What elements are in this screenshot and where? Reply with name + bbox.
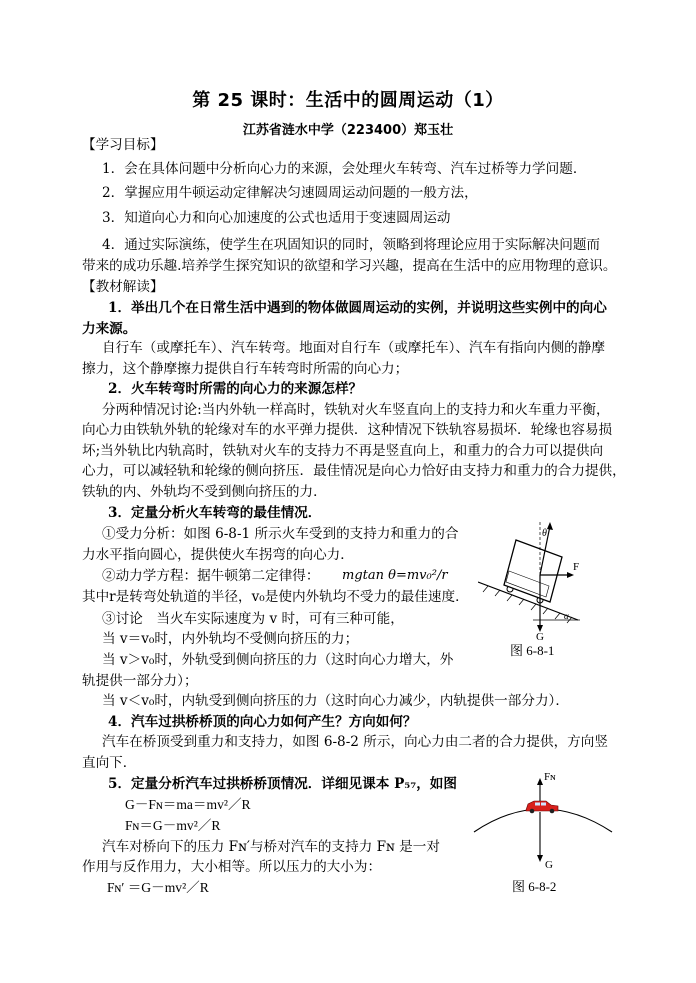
train-body [504, 540, 562, 602]
answer-5-l2: 作用与反作用力，大小相等。所以压力的大小为： [82, 859, 382, 875]
page-title: 第 25 课时：生活中的圆周运动（1） [192, 90, 504, 111]
force-analysis: ①受力分析：如图 6-8-1 所示火车受到的支持力和重力的合 [102, 526, 459, 542]
objective-2: 2．掌握应用牛顿运动定律解决匀速圆周运动问题的一般方法， [102, 185, 478, 201]
answer-5-l1: 汽车对桥向下的压力 Fɴ′与桥对汽车的支持力 Fɴ 是一对 [102, 839, 440, 855]
arch-bridge [474, 809, 612, 832]
gravity-label: G [545, 859, 553, 871]
author-line: 江苏省涟水中学（223400）郑玉壮 [242, 123, 454, 138]
figure-6-8-2-caption: 图 6-8-2 [512, 879, 557, 894]
answer-2-l5: 铁轨的内、外轨均不受到侧向挤压的力． [82, 484, 327, 500]
formula-mgtan: mgtan θ=mv₀²/r [342, 568, 448, 583]
answer-2-l4: 心力，可以减轻轨和轮缘的侧向挤压．最佳情况是向心力恰好由支持力和重力的合力提供， [82, 463, 626, 479]
force-label: F [573, 561, 580, 573]
answer-1: 自行车（或摩托车）、汽车转弯。地面对自行车（或摩托车）、汽车有指向内侧的静摩 [102, 340, 605, 356]
figure-6-8-1-caption: 图 6-8-1 [510, 643, 555, 658]
car-icon [526, 801, 558, 813]
figure-6-8-1 [478, 520, 588, 640]
formula-bridge-1: G－Fɴ＝ma＝mv²／R [125, 797, 251, 812]
section-textbook: 【教材解读】 [82, 279, 164, 295]
answer-2-l3: 坏;当外轨比内轨高时，铁轨对火车的支持力不再是竖直向上，和重力的合力可以提供向 [82, 443, 604, 459]
question-4: 4．汽车过拱桥桥顶的向心力如何产生？方向如何？ [108, 714, 417, 730]
formula-bridge-3: Fɴ′ ＝G－mv²／R [107, 880, 209, 895]
dynamics-equation: ②动力学方程：据牛顿第二定律得： [102, 568, 320, 584]
theta-label: θ [542, 528, 547, 539]
answer-1-cont: 擦力，这个静摩擦力提供自行车转弯时所需的向心力； [82, 361, 409, 377]
objective-3: 3．知道向心力和向心加速度的公式也适用于变速圆周运动 [102, 210, 451, 226]
gravity-label: G [536, 631, 544, 640]
section-objectives: 【学习目标】 [82, 137, 164, 153]
normal-force-label: Fɴ [544, 771, 556, 783]
answer-2-l1: 分两种情况讨论:当内外轨一样高时，铁轨对火车竖直向上的支持力和火车重力平衡， [102, 402, 610, 418]
objective-1: 1．会在具体问题中分析向心力的来源，会处理火车转弯、汽车过桥等力学问题． [102, 161, 587, 177]
radius-note: 其中r是转弯处轨道的半径，v₀是使内外轨均不受力的最佳速度． [82, 589, 469, 605]
discussion: ③讨论 当火车实际速度为 v 时，可有三种可能， [102, 611, 404, 627]
answer-2-l2: 向心力由铁轨外轨的轮缘对车的水平弹力提供．这种情况下铁轨容易损坏．轮缘也容易损 [82, 422, 613, 438]
case-less: 当 v＜v₀时，内轨受到侧向挤压的力（这时向心力减少，内轨提供一部分力）． [102, 693, 569, 709]
alpha-label: α [564, 611, 569, 621]
case-greater-cont: 轨提供一部分力）； [82, 673, 198, 689]
objective-4: 4．通过实际演练，使学生在巩固知识的同时，领略到将理论应用于实际解决问题而 [102, 237, 601, 253]
question-2: 2．火车转弯时所需的向心力的来源怎样？ [108, 381, 363, 397]
question-1: 1．举出几个在日常生活中遇到的物体做圆周运动的实例，并说明这些实例中的向心 [108, 300, 607, 316]
case-equal: 当 v＝v₀时，内外轨均不受侧向挤压的力； [102, 631, 359, 647]
objective-4-cont: 带来的成功乐趣.培养学生探究知识的欲望和学习兴趣，提高在生活中的应用物理的意识。 [82, 258, 617, 274]
question-3: 3．定量分析火车转弯的最佳情况． [108, 505, 322, 521]
formula-bridge-2: Fɴ＝G－mv²／R [125, 818, 221, 833]
answer-4-cont: 直向下． [82, 755, 137, 771]
case-greater: 当 v＞v₀时，外轨受到侧向挤压的力（这时向心力增大，外 [102, 652, 454, 668]
question-1-cont: 力来源。 [82, 321, 137, 337]
question-5: 5．定量分析汽车过拱桥桥顶情况．详细见课本 P₅₇，如图 [108, 776, 457, 792]
figure-6-8-2 [472, 770, 622, 880]
force-analysis-cont: 力水平指向圆心，提供使火车拐弯的向心力． [82, 547, 354, 563]
answer-4: 汽车在桥顶受到重力和支持力，如图 6-8-2 所示，向心力由二者的合力提供，方向竖 [102, 734, 608, 750]
